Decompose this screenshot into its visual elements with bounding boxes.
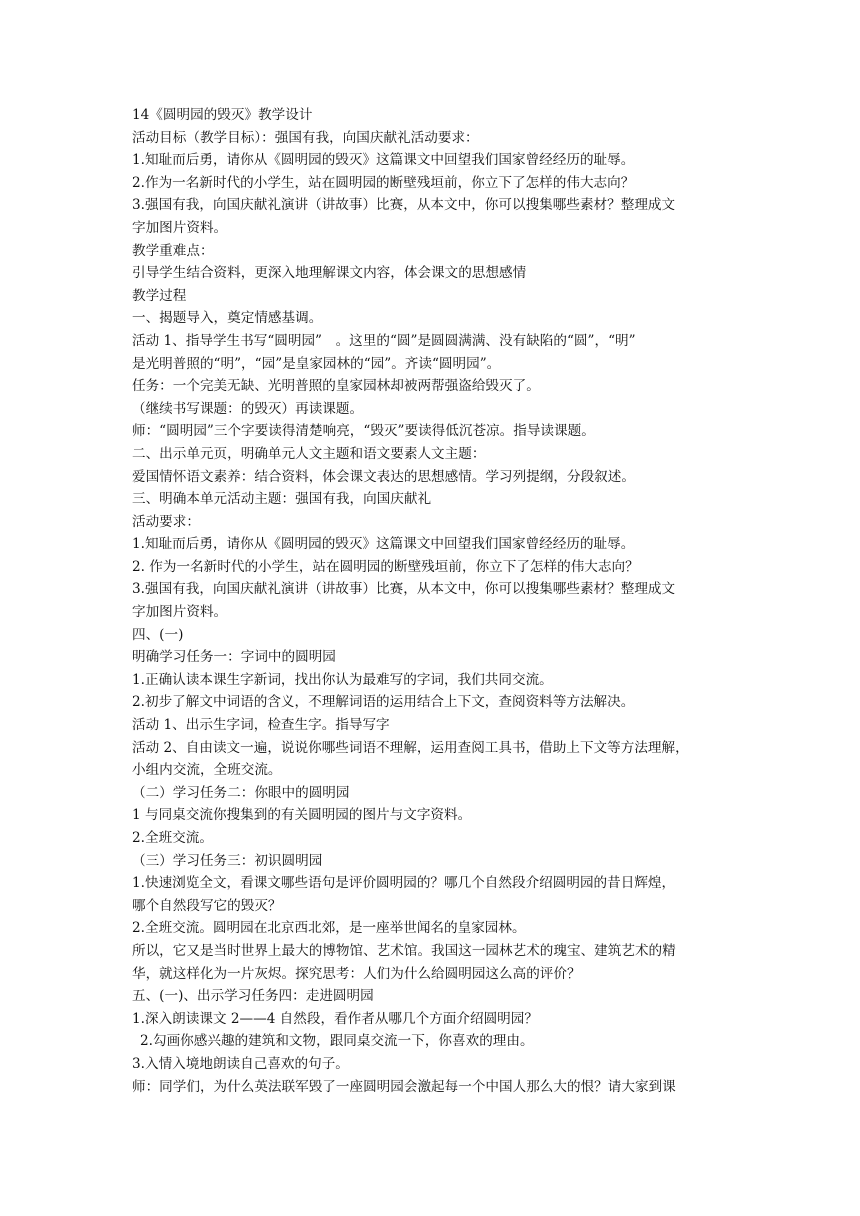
section-1-heading: 一、揭题导入，奠定情感基调。	[132, 310, 323, 327]
task-3-item-1: 1.快速浏览全文，看课文哪些语句是评价圆明园的？哪几个自然段介绍圆明园的昔日辉煌，	[132, 875, 676, 892]
section-4-heading: 四、(一)	[132, 626, 184, 643]
activity-requirements-heading: 活动要求：	[132, 513, 200, 530]
task-4-item-2: 2.勾画你感兴趣的建筑和文物，跟同桌交流一下，你喜欢的理由。	[140, 1033, 534, 1050]
activity-1-text-continued: 是光明普照的“明”，“园”是皇家园林的“园”。齐读“圆明园”。	[132, 355, 501, 372]
task-1-item-2: 2.初步了解文中词语的含义，不理解词语的运用结合上下文，查阅资料等方法解决。	[132, 694, 635, 711]
section-2-text: 爱国情怀语文素养：结合资料，体会课文表达的思想感情。学习列提纲，分段叙述。	[132, 468, 635, 485]
task-3-question: 华，就这样化为一片灰烬。探究思考：人们为什么给圆明园这么高的评价？	[132, 965, 581, 982]
key-points-text: 引导学生结合资料，更深入地理解课文内容，体会课文的思想感情	[132, 265, 527, 282]
goal-item-3: 3.强国有我，向国庆献礼演讲（讲故事）比赛，从本文中，你可以搜集哪些素材？整理成文	[132, 197, 676, 214]
process-heading: 教学过程	[132, 287, 187, 304]
document-page	[132, 104, 732, 1098]
task-1-item-1: 1.正确认读本课生字新词，找出你认为最难写的字词，我们共同交流。	[132, 671, 553, 688]
task-1-activity-2: 活动 2、自由读文一遍，说说你哪些词语不理解，运用查阅工具书，借助上下文等方法理解，	[132, 739, 689, 756]
section-2-heading: 二、出示单元页，明确单元人文主题和语文要素人文主题：	[132, 445, 486, 462]
activity-goals: 活动目标（教学目标）：强国有我，向国庆献礼活动要求：	[132, 129, 479, 146]
task-3-item-1-continued: 哪个自然段写它的毁灭？	[132, 897, 282, 914]
task-2-item-2: 2.全班交流。	[132, 830, 213, 846]
task-1-activity-2-continued: 小组内交流，全班交流。	[132, 762, 282, 779]
key-points-heading: 教学重难点：	[132, 242, 214, 259]
section-5-heading: 五、(一)、出示学习任务四：走进圆明园	[132, 988, 374, 1005]
task-1-heading: 明确学习任务一：字词中的圆明园	[132, 649, 336, 666]
section-3-heading: 三、明确本单元活动主题：强国有我，向国庆献礼	[132, 491, 432, 508]
requirement-item-2: 2. 作为一名新时代的小学生，站在圆明园的断壁残垣前，你立下了怎样的伟大志向？	[132, 558, 639, 575]
task-3-item-2-continued: 所以，它又是当时世界上最大的博物馆、艺术馆。我国这一园林艺术的瑰宝、建筑艺术的精	[132, 942, 676, 959]
goal-item-3-continued: 字加图片资料。	[132, 219, 228, 236]
continue-title-text: （继续书写课题：的毁灭）再读课题。	[132, 400, 364, 417]
teacher-note: 师：“圆明园”三个字要读得清楚响亮，“毁灭”要读得低沉苍凉。指导读课题。	[132, 423, 595, 440]
activity-1-text: 活动 1、指导学生书写“圆明园” 。这里的“圆”是圆圆满满、没有缺陷的“圆”，“明”	[132, 332, 636, 349]
task-3-item-2: 2.全班交流。圆明园在北京西北郊，是一座举世闻名的皇家园林。	[132, 920, 526, 937]
goal-item-2: 2.作为一名新时代的小学生，站在圆明园的断壁残垣前，你立下了怎样的伟大志向？	[132, 174, 635, 191]
task-2-item-1: 1 与同桌交流你搜集到的有关圆明园的图片与文字资料。	[132, 807, 472, 824]
requirement-item-3-continued: 字加图片资料。	[132, 604, 228, 621]
teacher-closing-text: 师：同学们，为什么英法联军毁了一座圆明园会激起每一个中国人那么大的恨？请大家到课	[132, 1078, 676, 1095]
goal-item-1: 1.知耻而后勇，请你从《圆明园的毁灭》这篇课文中回望我们国家曾经经历的耻辱。	[132, 152, 635, 169]
task-4-item-3: 3.入情入境地朗读自己喜欢的句子。	[132, 1055, 349, 1072]
task-text: 任务：一个完美无缺、光明普照的皇家园林却被两帮强盗给毁灭了。	[132, 378, 540, 395]
task-4-item-1: 1.深入朗读课文 2——4 自然段，看作者从哪几个方面介绍圆明园？	[132, 1010, 538, 1027]
task-2-heading: （二）学习任务二：你眼中的圆明园	[132, 784, 350, 801]
requirement-item-1: 1.知耻而后勇，请你从《圆明园的毁灭》这篇课文中回望我们国家曾经经历的耻辱。	[132, 536, 635, 553]
document-title: 14《圆明园的毁灭》教学设计	[132, 107, 313, 123]
requirement-item-3: 3.强国有我，向国庆献礼演讲（讲故事）比赛，从本文中，你可以搜集哪些素材？整理成文	[132, 581, 676, 598]
task-3-heading: （三）学习任务三：初识圆明园	[132, 852, 323, 869]
task-1-activity-1: 活动 1、出示生字词，检查生字。指导写字	[132, 717, 390, 734]
